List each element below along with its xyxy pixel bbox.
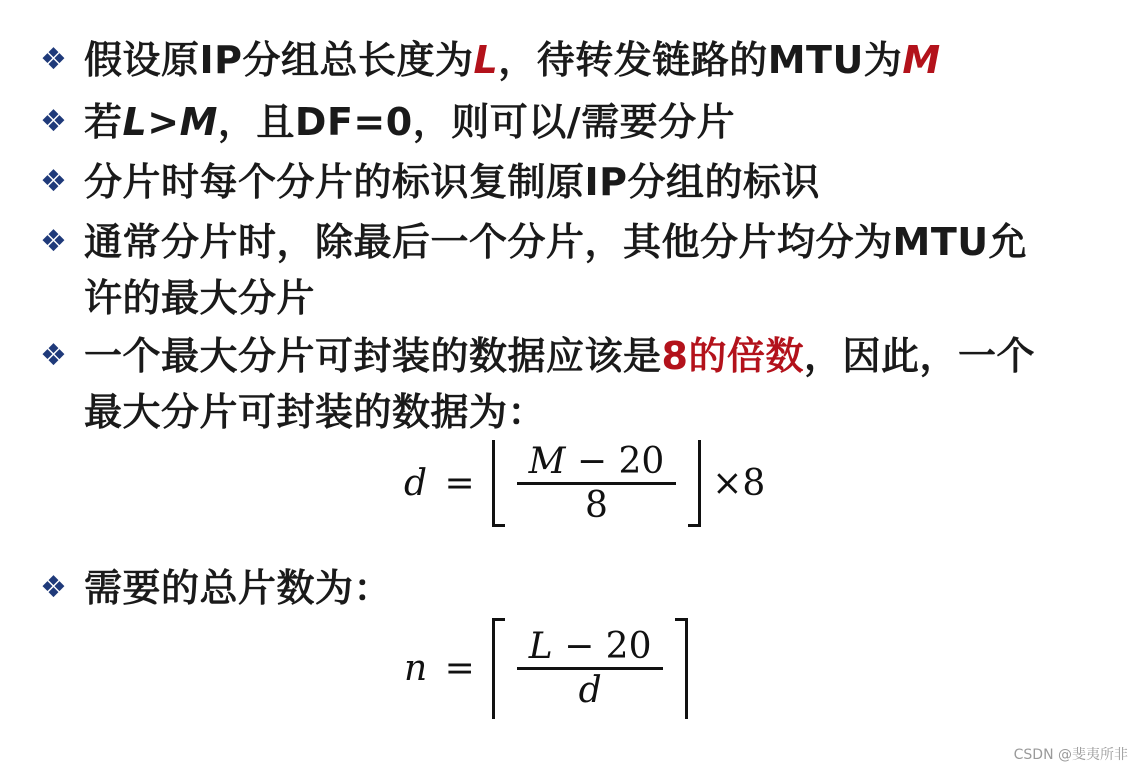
bullet-6 xyxy=(40,560,1120,616)
diamond-bullet-icon: ❖ xyxy=(40,570,68,605)
bullet-4 xyxy=(40,214,1120,326)
diamond-bullet-icon: ❖ xyxy=(40,104,68,139)
diamond-bullet-icon: ❖ xyxy=(40,164,68,199)
bullet-5 xyxy=(40,328,1120,440)
bullet-text: 一个最大分片可封装的数据应该是8的倍数，因此，一个 最大分片可封装的数据为： xyxy=(84,334,1035,434)
bullet-text: 假设原IP分组总长度为L，待转发链路的MTU为M xyxy=(84,38,941,82)
bullet-text: 通常分片时，除最后一个分片，其他分片均分为MTU允 许的最大分片 xyxy=(84,220,1028,320)
bullet-text: 分片时每个分片的标识复制原IP分组的标识 xyxy=(84,160,820,204)
floor-bracket-left xyxy=(492,440,505,527)
diamond-bullet-icon: ❖ xyxy=(40,338,68,373)
bullet-text: 若L>M，且DF=0，则可以/需要分片 xyxy=(84,100,736,144)
bullet-text: 需要的总片数为： xyxy=(84,566,393,610)
formula-d: d = $\frac{M - 20}{8}$ ×8 xyxy=(404,441,766,526)
fraction: $\frac{L - 20}{d}$ xyxy=(517,626,664,711)
bullet-2 xyxy=(40,94,1120,150)
fraction: $\frac{M - 20}{8}$ xyxy=(517,441,677,526)
watermark: CSDN @斐夷所非 xyxy=(1013,747,1128,763)
ceil-bracket-right xyxy=(675,618,688,719)
bullet-1 xyxy=(40,32,1120,88)
floor-bracket-right xyxy=(688,440,701,527)
formula-n: n = $\frac{L - 20}{d}$ xyxy=(404,618,688,719)
diamond-bullet-icon: ❖ xyxy=(40,224,68,259)
bullet-3 xyxy=(40,154,1120,210)
ceil-bracket-left xyxy=(492,618,505,719)
diamond-bullet-icon: ❖ xyxy=(40,42,68,77)
